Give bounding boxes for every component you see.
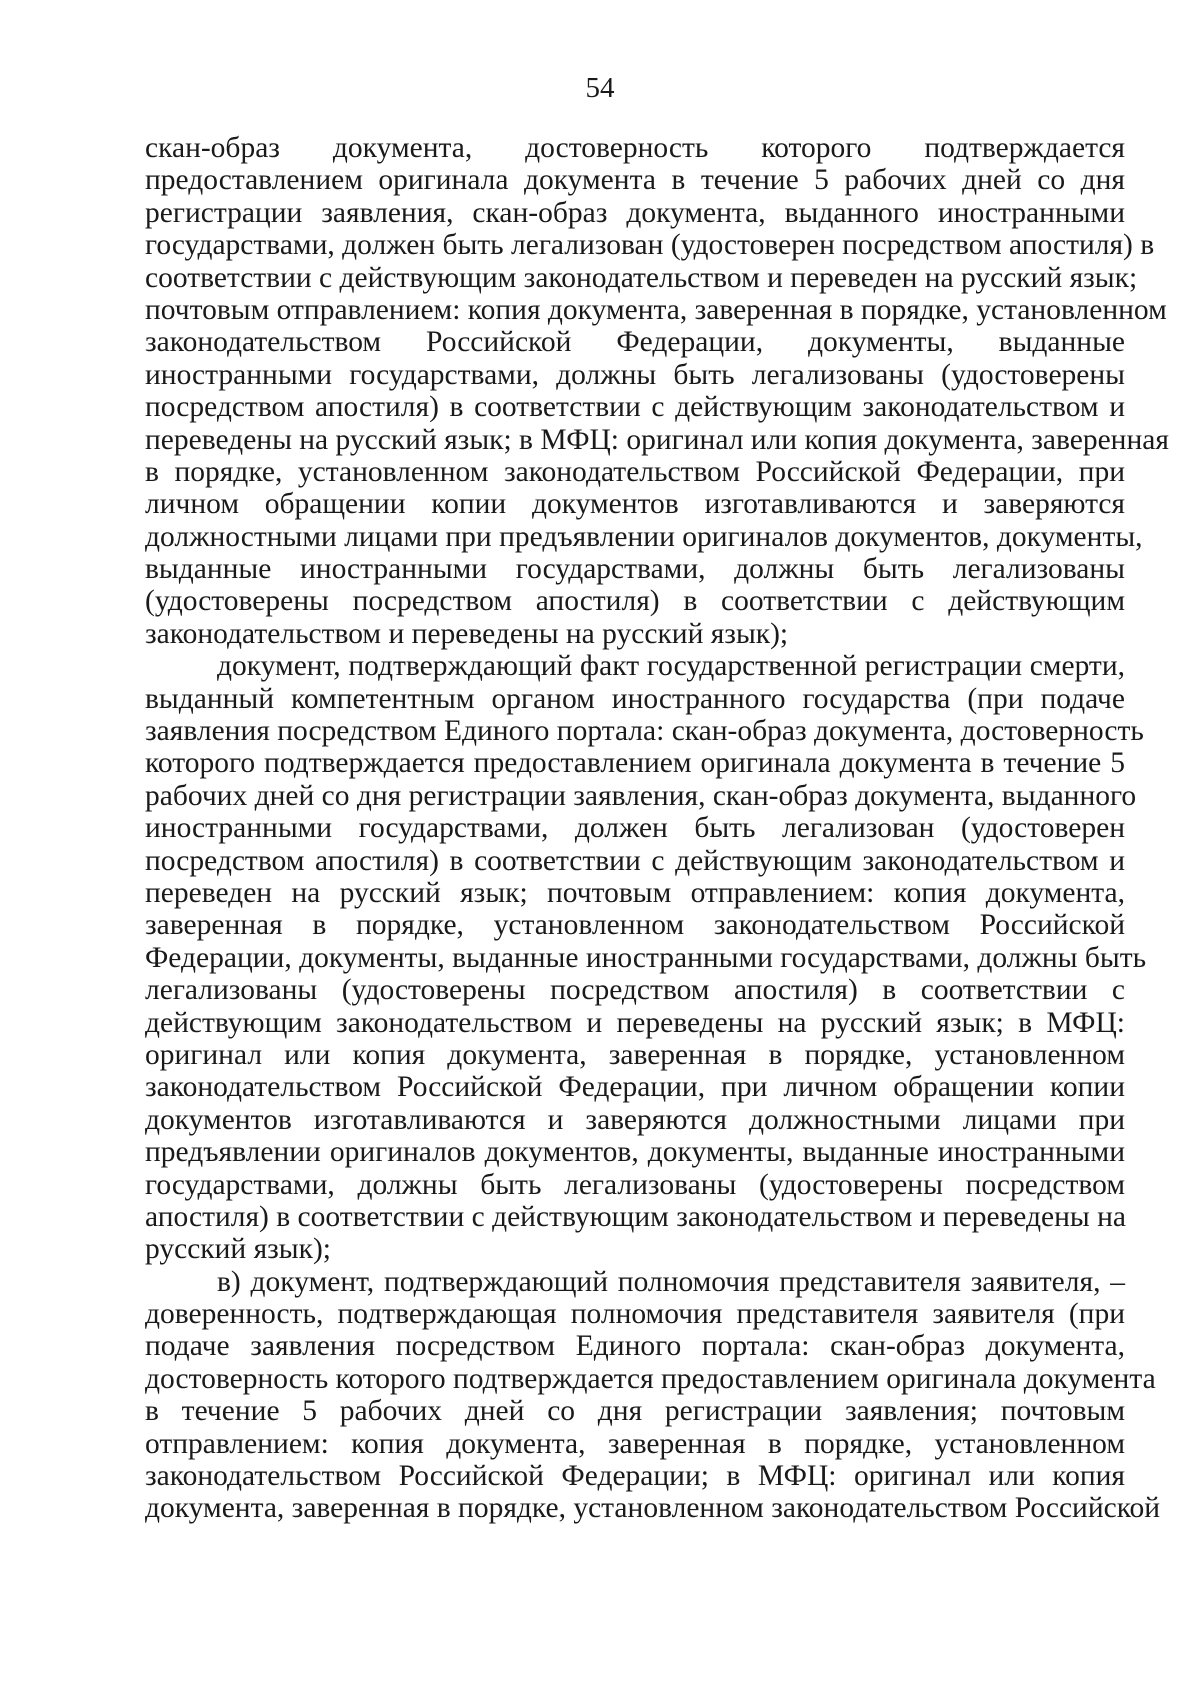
text-line: переведены на русский язык; в МФЦ: оригинал или копия документа, заверенная — [145, 423, 1169, 456]
text-line: законодательством и переведены на русский язык); — [145, 617, 789, 650]
text-line: легализованы (удостоверены посредством апостиля) в соответствии с — [145, 974, 1125, 1007]
text-line: предоставлением оригинала документа в течение 5 рабочих дней со дня — [145, 164, 1125, 197]
text-line: подаче заявления посредством Единого портала: скан-образ документа, — [145, 1330, 1125, 1363]
paragraph-first-line: документ, подтверждающий факт государственной регистрации смерти, — [217, 650, 1125, 683]
text-line: государствами, должны быть легализованы (удостоверены посредством — [145, 1168, 1125, 1201]
paragraph-first-line: в) документ, подтверждающий полномочия представителя заявителя, – — [217, 1265, 1125, 1298]
text-line: заявления посредством Единого портала: скан-образ документа, достоверность — [145, 715, 1144, 748]
text-line: соответствии с действующим законодательством и переведен на русский язык; — [145, 261, 1138, 294]
text-line: оригинал или копия документа, заверенная в порядке, установленном — [145, 1038, 1125, 1071]
text-line: скан-образ документа, достоверность которого подтверждается — [145, 132, 1125, 164]
text-line: предъявлении оригиналов документов, документы, выданные иностранными — [145, 1136, 1125, 1169]
text-line: документа, заверенная в порядке, установленном законодательством Российской — [145, 1492, 1161, 1525]
text-line: (удостоверены посредством апостиля) в соответствии с действующим — [145, 585, 1125, 618]
text-line: достоверность которого подтверждается предоставлением оригинала документа — [145, 1362, 1156, 1395]
text-line: должностными лицами при предъявлении оригиналов документов, документы, — [145, 520, 1143, 553]
text-line: законодательством Российской Федерации; в МФЦ: оригинал или копия — [145, 1460, 1125, 1493]
text-line: русский язык); — [145, 1233, 331, 1266]
text-line: заверенная в порядке, установленном законодательством Российской — [145, 909, 1125, 942]
text-line: отправлением: копия документа, заверенная в порядке, установленном — [145, 1427, 1125, 1460]
text-line: законодательством Российской Федерации, документы, выданные — [145, 326, 1125, 359]
text-line: посредством апостиля) в соответствии с действующим законодательством и — [145, 391, 1125, 424]
text-line: в течение 5 рабочих дней со дня регистрации заявления; почтовым — [145, 1395, 1125, 1428]
text-line: иностранными государствами, должен быть легализован (удостоверен — [145, 812, 1125, 845]
text-line: выданные иностранными государствами, должны быть легализованы — [145, 553, 1125, 586]
text-line: государствами, должен быть легализован (удостоверен посредством апостиля) в — [145, 229, 1155, 262]
text-line: регистрации заявления, скан-образ документа, выданного иностранными — [145, 196, 1125, 229]
text-line: иностранными государствами, должны быть легализованы (удостоверены — [145, 358, 1125, 391]
text-line: личном обращении копии документов изготавливаются и заверяются — [145, 488, 1125, 521]
text-line: выданный компетентным органом иностранного государства (при подаче — [145, 682, 1125, 715]
text-line: рабочих дней со дня регистрации заявления, скан-образ документа, выданного — [145, 779, 1137, 812]
document-body — [145, 132, 1169, 1525]
page-number: 54 — [585, 72, 615, 104]
text-line: посредством апостиля) в соответствии с действующим законодательством и — [145, 844, 1125, 877]
text-line: действующим законодательством и переведены на русский язык; в МФЦ: — [145, 1006, 1125, 1039]
text-line: почтовым отправлением: копия документа, заверенная в порядке, установленном — [145, 293, 1167, 326]
text-line: Федерации, документы, выданные иностранными государствами, должны быть — [145, 941, 1147, 974]
text-line: в порядке, установленном законодательством Российской Федерации, при — [145, 455, 1125, 488]
text-line: документов изготавливаются и заверяются должностными лицами при — [145, 1103, 1125, 1136]
text-line: законодательством Российской Федерации, при личном обращении копии — [145, 1071, 1125, 1104]
text-line: апостиля) в соответствии с действующим законодательством и переведены на — [145, 1200, 1126, 1233]
text-line: переведен на русский язык; почтовым отправлением: копия документа, — [145, 876, 1125, 909]
text-line: доверенность, подтверждающая полномочия представителя заявителя (при — [145, 1298, 1125, 1331]
text-line: которого подтверждается предоставлением оригинала документа в течение 5 — [145, 747, 1125, 780]
